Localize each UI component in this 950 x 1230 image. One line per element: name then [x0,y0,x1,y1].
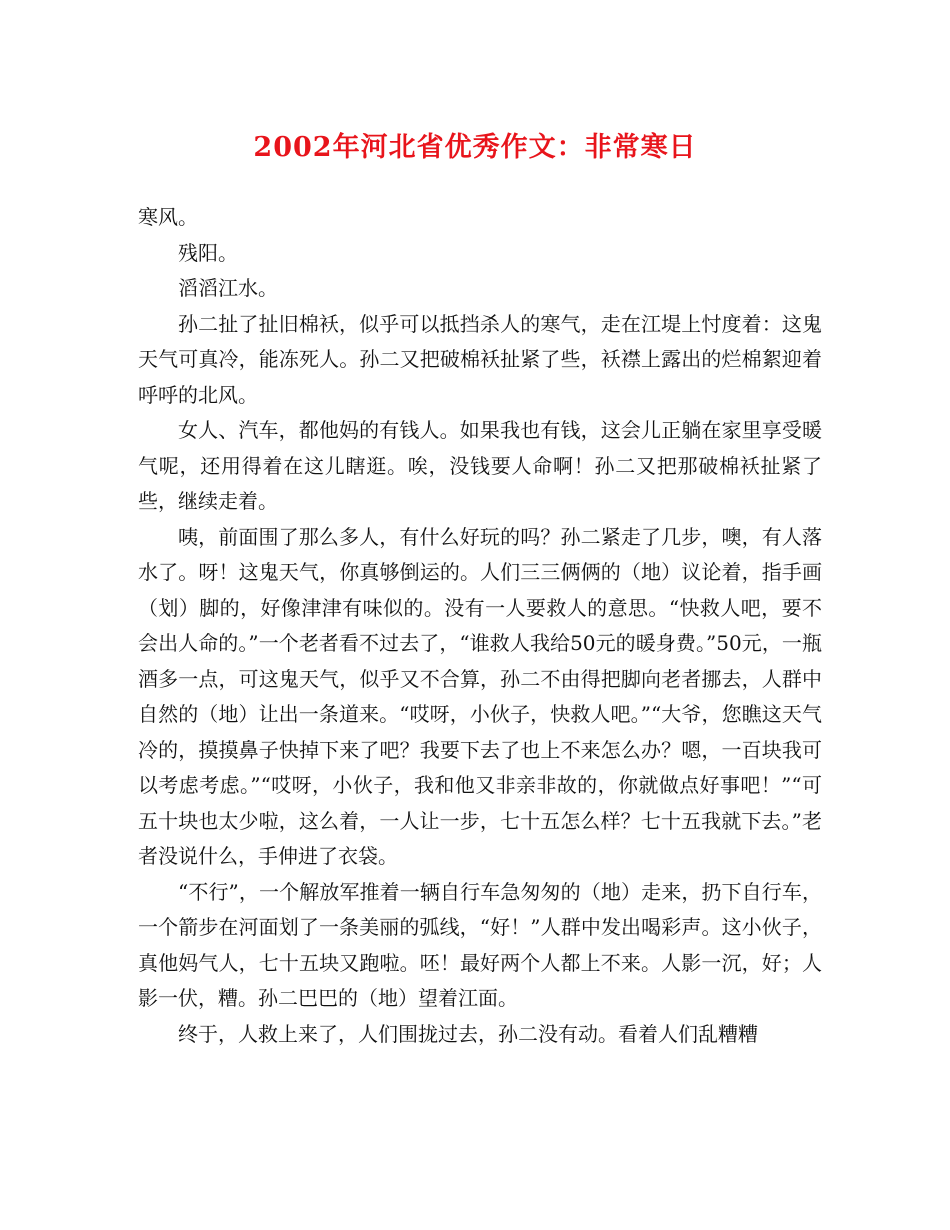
paragraph-8: 终于，人救上来了，人们围拢过去，孙二没有动。看着人们乱糟糟 [178,1021,758,1046]
paragraph-7: “不行”，一个解放军推着一辆自行车急匆匆的（地）走来，扔下自行车，一个箭步在河面划了一条美丽的弧线，“好！”人群中发出喝彩声。这小伙子，真他妈气人，七十五块又跑啦。呸！最好两个人都上不来。人影一沉，好；人影一伏，糟。孙二巴巴的（地）望着江面。 [138,879,822,1010]
paragraph-6: 咦，前面围了那么多人，有什么好玩的吗？孙二紧走了几步，噢，有人落水了。呀！这鬼天气，你真够倒运的。人们三三俩俩的（地）议论着，指手画（划）脚的，好像津津有味似的。没有一人要救人的意思。“快救人吧，要不会出人命的。”一个老者看不过去了，“谁救人我给50元的暖身费。”50元，一瓶酒多一点，可这鬼天气，似乎又不合算，孙二不由得把脚向老者挪去，人群中自然的（地）让出一条道来。“哎呀，小伙子，快救人吧。”“大爷，您瞧这天气冷的，摸摸鼻子快掉下来了吧？我要下去了也上不来怎么办？嗯，一百块我可以考虑考虑。”“哎呀，小伙子，我和他又非亲非故的，你就做点好事吧！”“可五十块也太少啦，这么着，一人让一步，七十五怎么样？七十五我就下去。”老者没说什么，手伸进了衣袋。 [138,524,822,868]
paragraph-5: 女人、汽车，都他妈的有钱人。如果我也有钱，这会儿正躺在家里享受暖气呢，还用得着在这儿瞎逛。唉，没钱要人命啊！孙二又把那破棉袄扯紧了些，继续走着。 [138,418,822,513]
paragraph-2: 残阳。 [178,240,238,265]
document-title: 2002年河北省优秀作文：非常寒日 [253,132,697,163]
article-body [138,200,822,1052]
paragraph-1: 寒风。 [138,205,198,229]
paragraph-4: 孙二扯了扯旧棉袄，似乎可以抵挡杀人的寒气，走在江堤上忖度着：这鬼天气可真冷，能冻死人。孙二又把破棉袄扯紧了些，袄襟上露出的烂棉絮迎着呼呼的北风。 [138,311,822,407]
paragraph-3: 滔滔江水。 [178,276,278,300]
